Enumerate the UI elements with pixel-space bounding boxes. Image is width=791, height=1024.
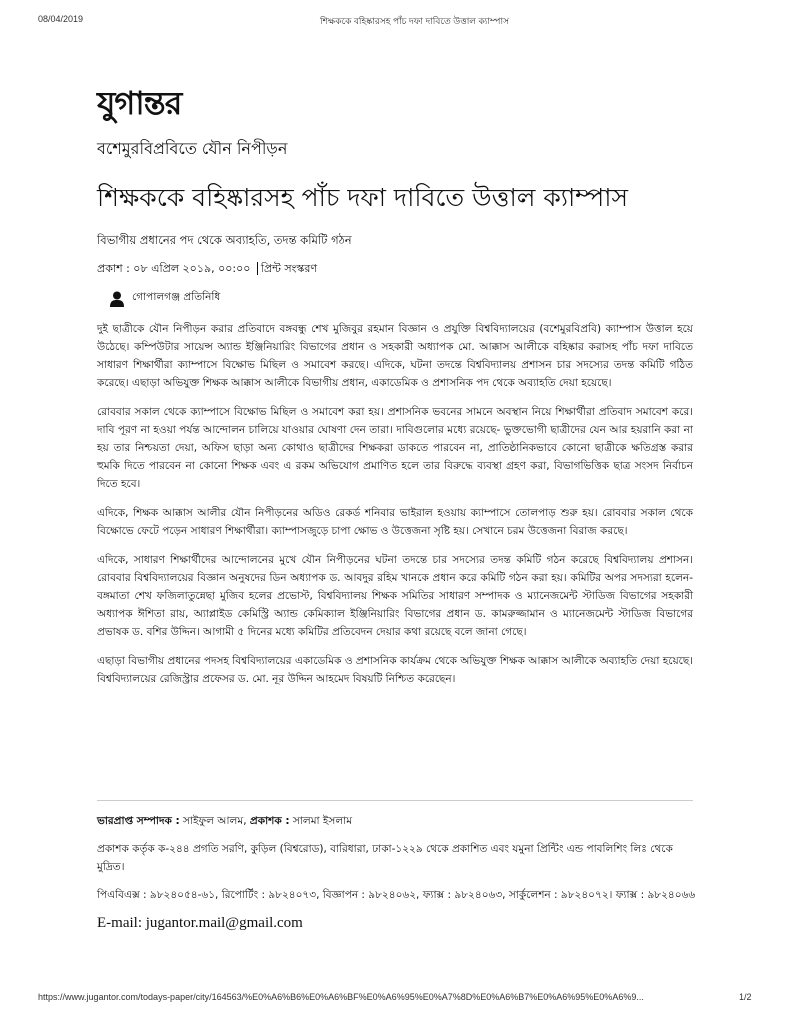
footer-divider	[97, 800, 693, 801]
paragraph: এছাড়া বিভাগীয় প্রধানের পদসহ বিশ্ববিদ্যালয়ের একাডেমিক ও প্রশাসনিক কার্যক্রম থেকে অভিযুক্ত শিক্ষক আক্কাস আলীকে অব্যাহতি দেয়া হয়েছে। বিশ্ববিদ্যালয়ের রেজিস্ট্রার প্রফেসর ড. মো. নূর উদ্দিন আহমেদ বিষয়টি নিশ্চিত করেছেন।	[97, 655, 693, 685]
site-footer	[97, 812, 697, 942]
print-url: https://www.jugantor.com/todays-paper/city/164563/%E0%A6%B6%E0%A6%BF%E0%A6%95%E0%A7%8D%E0%A6%B7%E0%A6%95%E0%A6%9...	[38, 992, 644, 1002]
address: প্রকাশক কর্তৃক ক-২৪৪ প্রগতি সরণি, কুড়িল (বিশ্বরোড), বারিধারা, ঢাকা-১২২৯ থেকে প্রকাশিত এবং যমুনা প্রিন্টিং এন্ড পাবলিশিং লিঃ থেকে মুদ্রিত।	[97, 843, 673, 873]
page-number: 1/2	[739, 992, 752, 1002]
paragraph: এদিকে, সাধারণ শিক্ষার্থীদের আন্দোলনের মুখে যৌন নিপীড়নের ঘটনা তদন্তে চার সদস্যের তদন্ত কমিটি গঠন করেছে বিশ্ববিদ্যালয় প্রশাসন। রোববার বিশ্ববিদ্যালয়ের বিজ্ঞান অনুষদের ডিন অধ্যাপক ড. আবদুর রহিম খানকে প্রধান করে কমিটি গঠন করা হয়। কমিটির অপর সদস্যরা হলেন- বঙ্গমাতা শেখ ফজিলাতুন্নেছা মুজিব হলের প্রভোস্ট, বিশ্ববিদ্যালয় শিক্ষক সমিতির সাধারণ সম্পাদক ও ম্যানেজমেন্ট স্টাডিজ বিভাগের সহকারী অধ্যাপক ঈশিতা রায়, অ্যাপ্লাইড কেমিস্ট্রি অ্যান্ড কেমিক্যাল ইঞ্জিনিয়ারিং বিভাগের প্রধান ড. কামরুজ্জামান ও ম্যানেজমেন্ট স্টাডিজ বিভাগের প্রভাষক ড. বশির উদ্দিন। আগামী ৫ দিনের মধ্যে কমিটির প্রতিবেদন দেয়ার কথা রয়েছে বলে জানা গেছে।	[97, 554, 693, 638]
article-subheadline: বিভাগীয় প্রধানের পদ থেকে অব্যাহতি, তদন্ত কমিটি গঠন	[97, 233, 352, 247]
publisher-label: প্রকাশক :	[249, 815, 290, 827]
user-icon	[110, 291, 124, 307]
phone-numbers: পিএবিএক্স : ৯৮২৪০৫৪-৬১, রিপোর্টিং : ৯৮২৪০৭৩, বিজ্ঞাপন : ৯৮২৪০৬২, ফ্যাক্স : ৯৮২৪০৬৩, সার্কুলেশন : ৯৮২৪০৭২। ফ্যাক্স : ৯৮২৪০৬৬	[97, 889, 696, 901]
article-headline: শিক্ষককে বহিষ্কারসহ পাঁচ দফা দাবিতে উত্তাল ক্যাম্পাস	[97, 183, 629, 212]
print-date: 08/04/2019	[38, 14, 84, 24]
paragraph: রোববার সকাল থেকে ক্যাম্পাসে বিক্ষোভ মিছিল ও সমাবেশ করা হয়। প্রশাসনিক ভবনের সামনে অবস্থান নিয়ে শিক্ষার্থীরা প্রতিবাদ সমাবেশ করে। দাবি পূরণ না হওয়া পর্যন্ত আন্দোলন চালিয়ে যাওয়ার ঘোষণা দেন তারা। দাবিগুলোর মধ্যে রয়েছে- ভুক্তভোগী ছাত্রীদের যেন আর হয়রানি করা না হয় তার নিশ্চয়তা দেয়া, অফিস ছাড়া অন্য কোথাও ছাত্রীদের শিক্ষকরা ডাকতে পারবেন না, প্রাতিষ্ঠানিকভাবে কোনো ছাত্রীকে ক্ষতিগ্রস্ত করার হুমকি দিতে পারবেন না কোনো শিক্ষক এবং এ রকম অভিযোগ প্রমাণিত হলে তার বিরুদ্ধে ব্যবস্থা গ্রহণ করা, বিভাগভিত্তিক ছাত্র সংসদ নির্বাচন দিতে হবে।	[97, 406, 693, 490]
email[interactable]: E-mail: jugantor.mail@gmail.com	[97, 915, 303, 931]
publisher-name: সালমা ইসলাম	[292, 815, 353, 827]
article-kicker: বশেমুরবিপ্রবিতে যৌন নিপীড়ন	[97, 139, 288, 158]
editor-name: সাইফুল আলম,	[183, 815, 247, 827]
published-date: প্রকাশ : ০৮ এপ্রিল ২০১৯, ০০:০০	[97, 262, 251, 275]
editor-line	[97, 812, 697, 830]
article-body	[97, 320, 693, 699]
print-title: শিক্ষককে বহিষ্কারসহ পাঁচ দফা দাবিতে উত্তাল ক্যাম্পাস	[320, 16, 510, 26]
author-byline	[110, 290, 220, 307]
print-edition-link[interactable]: প্রিন্ট সংস্করণ	[260, 262, 318, 275]
meta-divider	[257, 262, 258, 275]
editor-label: ভারপ্রাপ্ত সম্পাদক :	[97, 815, 180, 827]
author-name: গোপালগঞ্জ প্রতিনিধি	[132, 291, 221, 303]
jugantor-logo[interactable]: যুগান্তর	[97, 84, 182, 122]
paragraph: দুই ছাত্রীকে যৌন নিপীড়ন করার প্রতিবাদে বঙ্গবন্ধু শেখ মুজিবুর রহমান বিজ্ঞান ও প্রযুক্তি বিশ্ববিদ্যালয়ের (বশেমুরবিপ্রবি) ক্যাম্পাস উত্তাল হয়ে উঠেছে। কম্পিউটার সায়েন্স অ্যান্ড ইঞ্জিনিয়ারিং বিভাগের প্রধান ও সহকারী অধ্যাপক মো. আক্কাস আলীকে বহিষ্কার করাসহ পাঁচ দফা দাবিতে সাধারণ শিক্ষার্থীরা ক্যাম্পাসে বিক্ষোভ মিছিল ও সমাবেশ করছে। এদিকে, ঘটনা তদন্তে বিশ্ববিদ্যালয় প্রশাসন চার সদস্যের তদন্ত কমিটি গঠিত করেছে। এছাড়া অভিযুক্ত শিক্ষক আক্কাস আলীকে বিভাগীয় প্রধান, একাডেমিক ও প্রশাসনিক পদ থেকে অব্যাহতি দেয়া হয়েছে।	[97, 323, 693, 389]
article-meta	[97, 260, 317, 279]
paragraph: এদিকে, শিক্ষক আক্কাস আলীর যৌন নিপীড়নের অডিও রেকর্ড শনিবার ভাইরাল হওয়ায় ক্যাম্পাসে তোলপাড় শুরু হয়। রোববার সকাল থেকে বিক্ষোভে ফেটে পড়েন সাধারণ শিক্ষার্থীরা। ক্যাম্পাসজুড়ে চাপা ক্ষোভ ও উত্তেজনা সৃষ্টি হয়। সেখানে চরম উত্তেজনা বিরাজ করছে।	[97, 507, 693, 537]
